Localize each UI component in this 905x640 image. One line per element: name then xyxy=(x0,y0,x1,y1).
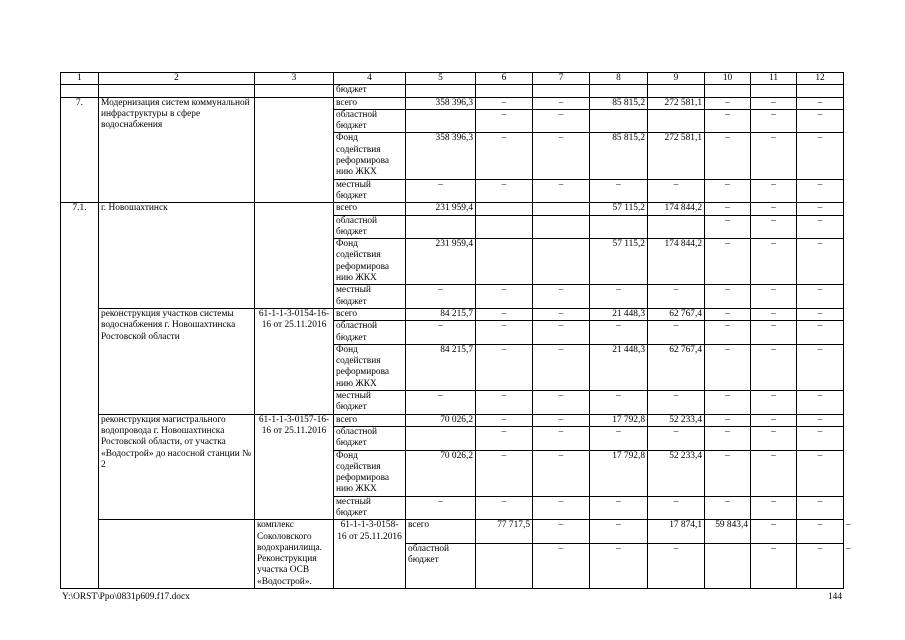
value-cell: – xyxy=(648,391,705,415)
value-cell xyxy=(648,85,705,97)
value-cell: – xyxy=(751,391,797,415)
table-row xyxy=(61,203,844,215)
value-cell: 17 792,8 xyxy=(590,414,648,426)
funding-source: местный бюджет xyxy=(334,391,406,415)
value-cell: – xyxy=(533,308,590,320)
value-cell xyxy=(590,85,648,97)
value-cell: – xyxy=(590,520,648,544)
header-cell: 7 xyxy=(533,73,590,85)
value-cell xyxy=(406,85,476,97)
row-number: 7. xyxy=(61,97,99,203)
value-cell: – xyxy=(751,543,797,588)
value-cell: – xyxy=(705,215,751,239)
value-cell: – xyxy=(476,179,533,203)
value-cell xyxy=(476,543,533,588)
value-cell: 174 844,2 xyxy=(648,239,705,285)
item-name: Модернизация систем коммунальной инфраструктуры в сфере водоснабжения xyxy=(99,97,255,203)
value-cell: – xyxy=(476,496,533,520)
value-cell: – xyxy=(751,239,797,285)
table-row xyxy=(61,97,844,109)
value-cell: – xyxy=(751,308,797,320)
agreement-number: 61-1-1-3-0157-16-16 от 25.11.2016 xyxy=(255,414,334,520)
value-cell xyxy=(476,215,533,239)
value-cell: – xyxy=(590,391,648,415)
value-cell xyxy=(797,85,844,97)
agreement-number: 61-1-1-3-0158-16 от 25.11.2016 xyxy=(334,520,406,589)
value-cell: – xyxy=(476,308,533,320)
value-cell: – xyxy=(406,285,476,309)
value-cell: – xyxy=(705,391,751,415)
value-cell: – xyxy=(751,450,797,496)
value-cell: – xyxy=(797,496,844,520)
value-cell: – xyxy=(705,321,751,345)
item-name: комплекс Соколовского водохранилища. Реконструкция участка ОСВ «Водострой». xyxy=(255,520,334,589)
value-cell: – xyxy=(533,450,590,496)
value-cell: – xyxy=(533,414,590,426)
value-cell: – xyxy=(533,321,590,345)
header-cell: 2 xyxy=(99,73,255,85)
value-cell: – xyxy=(705,414,751,426)
funding-source: областной бюджет xyxy=(406,543,476,588)
value-cell: – xyxy=(751,109,797,133)
value-cell xyxy=(476,239,533,285)
value-cell: – xyxy=(590,321,648,345)
value-cell xyxy=(406,426,476,450)
header-cell: 11 xyxy=(751,73,797,85)
value-cell: – xyxy=(705,109,751,133)
value-cell: 174 844,2 xyxy=(648,203,705,215)
value-cell: 231 959,4 xyxy=(406,239,476,285)
value-cell: 17 874,1 xyxy=(648,520,705,544)
value-cell: – xyxy=(476,426,533,450)
value-cell: – xyxy=(751,344,797,390)
value-cell: – xyxy=(590,543,648,588)
agreement-number xyxy=(255,97,334,203)
funding-source: местный бюджет xyxy=(334,285,406,309)
value-cell: – xyxy=(751,179,797,203)
value-cell xyxy=(533,85,590,97)
value-cell: – xyxy=(533,391,590,415)
value-cell: – xyxy=(797,239,844,285)
value-cell: – xyxy=(751,426,797,450)
value-cell: – xyxy=(648,179,705,203)
value-cell: – xyxy=(648,321,705,345)
header-cell: 12 xyxy=(797,73,844,85)
value-cell: – xyxy=(533,285,590,309)
header-cell: 1 xyxy=(61,73,99,85)
value-cell: – xyxy=(751,520,797,544)
value-cell: 21 448,3 xyxy=(590,308,648,320)
value-cell: – xyxy=(705,179,751,203)
value-cell: – xyxy=(797,344,844,390)
funding-source: областной бюджет xyxy=(334,109,406,133)
value-cell xyxy=(648,109,705,133)
value-cell: – xyxy=(590,285,648,309)
value-cell: – xyxy=(533,179,590,203)
value-cell: – xyxy=(705,496,751,520)
table-row xyxy=(61,414,844,426)
item-name: г. Новошахтинск xyxy=(99,203,255,309)
value-cell: – xyxy=(705,308,751,320)
page-number: 144 xyxy=(827,592,842,602)
header-cell: 5 xyxy=(406,73,476,85)
value-cell: – xyxy=(476,97,533,109)
agreement-number xyxy=(255,85,334,97)
value-cell: – xyxy=(705,203,751,215)
value-cell: – xyxy=(533,543,590,588)
funding-source: бюджет xyxy=(334,85,406,97)
value-cell: – xyxy=(533,344,590,390)
value-cell: – xyxy=(797,203,844,215)
value-cell: – xyxy=(797,308,844,320)
value-cell: – xyxy=(476,133,533,179)
value-cell: 17 792,8 xyxy=(590,450,648,496)
value-cell: – xyxy=(751,97,797,109)
header-cell: 4 xyxy=(334,73,406,85)
value-cell xyxy=(705,543,751,588)
item-name: реконструкция участков системы водоснабжения г. Новошахтинска Ростовской области xyxy=(99,308,255,414)
funding-source: Фонд содействия реформирова нию ЖКХ xyxy=(334,133,406,179)
agreement-number xyxy=(255,203,334,309)
value-cell: – xyxy=(797,391,844,415)
row-number xyxy=(99,520,255,589)
value-cell: – xyxy=(705,285,751,309)
value-cell: – xyxy=(797,543,844,588)
value-cell: – xyxy=(705,450,751,496)
value-cell xyxy=(590,109,648,133)
value-cell: – xyxy=(476,109,533,133)
row-number xyxy=(61,85,99,97)
funding-source: Фонд содействия реформирова нию ЖКХ xyxy=(334,344,406,390)
value-cell: 231 959,4 xyxy=(406,203,476,215)
value-cell xyxy=(476,203,533,215)
value-cell: 57 115,2 xyxy=(590,203,648,215)
funding-source: всего xyxy=(334,203,406,215)
funding-source: всего xyxy=(334,414,406,426)
value-cell: – xyxy=(406,496,476,520)
value-cell: 358 396,3 xyxy=(406,133,476,179)
value-cell: – xyxy=(476,344,533,390)
value-cell: 21 448,3 xyxy=(590,344,648,390)
value-cell xyxy=(705,85,751,97)
table-row: областной бюджет – – – – – – xyxy=(61,543,844,588)
value-cell: – xyxy=(751,215,797,239)
header-cell: 10 xyxy=(705,73,751,85)
value-cell: – xyxy=(797,520,844,544)
value-cell xyxy=(533,215,590,239)
funding-source: областной бюджет xyxy=(334,321,406,345)
value-cell: – xyxy=(406,179,476,203)
value-cell: – xyxy=(476,285,533,309)
value-cell xyxy=(533,239,590,285)
table-row: комплекс Соколовского водохранилища. Реконструкция участка ОСВ «Водострой». 61-1-1-3-0158-16 от 25.11.2016 всего 77 717,5 – – 17 874,1 59 843,4 – – – xyxy=(61,520,844,544)
value-cell: – xyxy=(705,133,751,179)
value-cell: – xyxy=(476,450,533,496)
value-cell: – xyxy=(751,414,797,426)
value-cell: – xyxy=(751,496,797,520)
value-cell: – xyxy=(751,321,797,345)
funding-source: Фонд содействия реформирова нию ЖКХ xyxy=(334,450,406,496)
funding-source: всего xyxy=(406,520,476,544)
value-cell xyxy=(751,85,797,97)
value-cell: – xyxy=(533,109,590,133)
header-row xyxy=(61,73,844,85)
value-cell: 272 581,1 xyxy=(648,97,705,109)
item-name xyxy=(99,85,255,97)
value-cell: – xyxy=(751,203,797,215)
value-cell: – xyxy=(533,496,590,520)
header-cell: 6 xyxy=(476,73,533,85)
value-cell xyxy=(648,215,705,239)
value-cell: 272 581,1 xyxy=(648,133,705,179)
funding-source: Фонд содействия реформирова нию ЖКХ xyxy=(334,239,406,285)
value-cell: – xyxy=(797,426,844,450)
value-cell: – xyxy=(705,239,751,285)
value-cell xyxy=(476,85,533,97)
value-cell: – xyxy=(590,179,648,203)
value-cell xyxy=(406,109,476,133)
value-cell: – xyxy=(476,321,533,345)
value-cell: – xyxy=(648,543,705,588)
value-cell: – xyxy=(648,496,705,520)
budget-table xyxy=(60,72,851,589)
value-cell: 52 233,4 xyxy=(648,414,705,426)
funding-source: всего xyxy=(334,97,406,109)
value-cell: 62 767,4 xyxy=(648,308,705,320)
value-cell: – xyxy=(533,426,590,450)
value-cell: 62 767,4 xyxy=(648,344,705,390)
value-cell: 59 843,4 xyxy=(705,520,751,544)
item-name: реконструкция магистрального водопровода г. Новошахтинска Ростовской области, от участка «Водострой» до насосной станции № 2 xyxy=(99,414,255,520)
value-cell: – xyxy=(533,133,590,179)
funding-source: всего xyxy=(334,308,406,320)
value-cell: – xyxy=(648,426,705,450)
value-cell: 85 815,2 xyxy=(590,133,648,179)
value-cell: – xyxy=(476,414,533,426)
funding-source: областной бюджет xyxy=(334,426,406,450)
value-cell: 84 215,7 xyxy=(406,308,476,320)
funding-source: местный бюджет xyxy=(334,179,406,203)
value-cell: – xyxy=(648,285,705,309)
value-cell: – xyxy=(797,133,844,179)
header-cell: 3 xyxy=(255,73,334,85)
value-cell: – xyxy=(797,285,844,309)
value-cell: – xyxy=(797,97,844,109)
value-cell: – xyxy=(751,133,797,179)
value-cell: – xyxy=(797,414,844,426)
value-cell xyxy=(533,203,590,215)
value-cell: – xyxy=(797,179,844,203)
value-cell: – xyxy=(705,344,751,390)
value-cell: 358 396,3 xyxy=(406,97,476,109)
value-cell: – xyxy=(705,97,751,109)
header-cell: 9 xyxy=(648,73,705,85)
value-cell: – xyxy=(533,520,590,544)
value-cell: – xyxy=(533,97,590,109)
row-number: 7.1. xyxy=(61,203,99,589)
value-cell xyxy=(590,215,648,239)
value-cell: 70 026,2 xyxy=(406,450,476,496)
funding-source: областной бюджет xyxy=(334,215,406,239)
table-row xyxy=(61,85,844,97)
value-cell: – xyxy=(797,321,844,345)
value-cell: – xyxy=(406,321,476,345)
header-cell: 8 xyxy=(590,73,648,85)
value-cell: – xyxy=(797,109,844,133)
value-cell: – xyxy=(406,391,476,415)
value-cell: – xyxy=(590,426,648,450)
value-cell: – xyxy=(705,426,751,450)
value-cell: 52 233,4 xyxy=(648,450,705,496)
value-cell: – xyxy=(476,391,533,415)
value-cell: – xyxy=(590,496,648,520)
value-cell: 57 115,2 xyxy=(590,239,648,285)
value-cell: – xyxy=(797,215,844,239)
value-cell: 85 815,2 xyxy=(590,97,648,109)
value-cell: 70 026,2 xyxy=(406,414,476,426)
value-cell xyxy=(406,215,476,239)
funding-source: местный бюджет xyxy=(334,496,406,520)
value-cell: – xyxy=(751,285,797,309)
value-cell: 84 215,7 xyxy=(406,344,476,390)
value-cell: – xyxy=(797,450,844,496)
value-cell: 77 717,5 xyxy=(476,520,533,544)
agreement-number: 61-1-1-3-0154-16-16 от 25.11.2016 xyxy=(255,308,334,414)
file-path: Y:\ORST\Ppo\0831p609.f17.docx xyxy=(62,592,190,602)
table-row xyxy=(61,308,844,320)
